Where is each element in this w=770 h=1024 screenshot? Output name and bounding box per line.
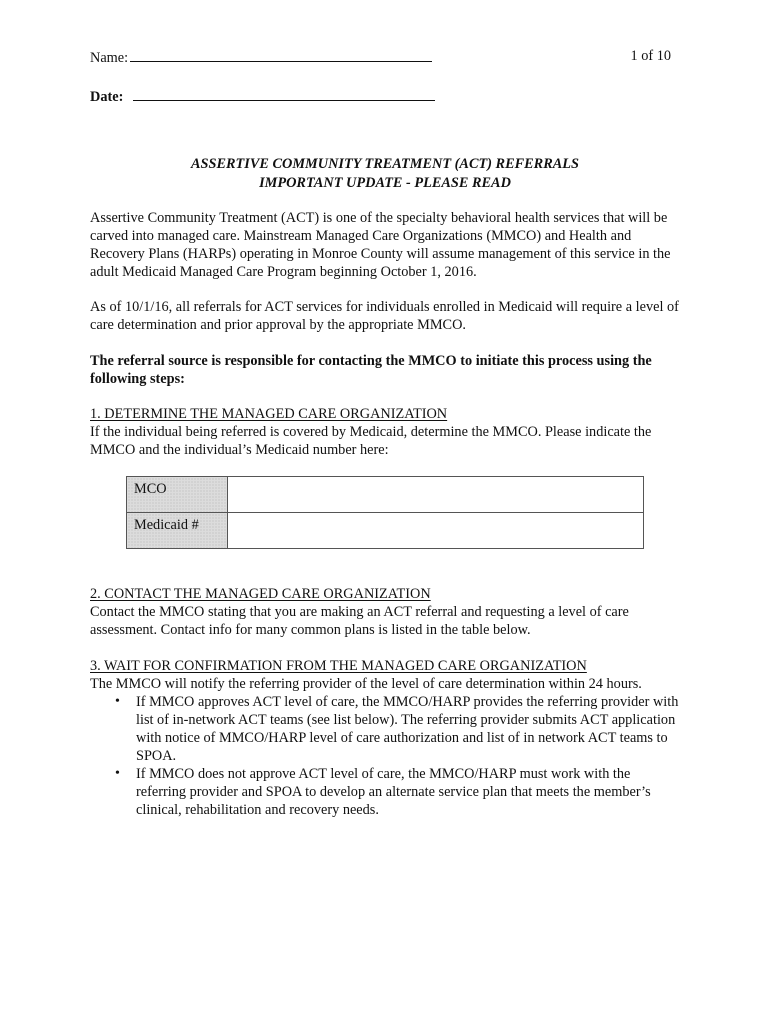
step-3-bullet-list (90, 693, 680, 819)
step-2-heading: 2. CONTACT THE MANAGED CARE ORGANIZATION (90, 586, 431, 602)
step-3-section (90, 657, 680, 819)
table-row (127, 513, 644, 549)
list-item: • If MMCO approves ACT level of care, the MMCO/HARP provides the referring provider with list of in-network ACT teams (see list below). The referring provider submits ACT application with notice of MMCO/HARP level of care authorization and list of in network ACT teams to SPOA. (136, 693, 680, 765)
list-item: • If MMCO does not approve ACT level of care, the MMCO/HARP must work with the referring provider and SPOA to develop an alternate service plan that meets the member’s clinical, rehabilitation and recovery needs. (136, 765, 680, 819)
step-2-body: Contact the MMCO stating that you are making an ACT referral and requesting a level of care assessment. Contact info for many common plans is listed in the table below. (90, 604, 629, 638)
requirement-paragraph: As of 10/1/16, all referrals for ACT services for individuals enrolled in Medicaid will require a level of care determination and prior approval by the appropriate MMCO. (90, 299, 679, 333)
mco-label-cell: MCO (127, 477, 228, 513)
name-input-line[interactable] (130, 47, 432, 62)
medicaid-label-cell: Medicaid # (127, 513, 228, 549)
mco-medicaid-table (126, 476, 644, 549)
medicaid-value-cell[interactable] (228, 513, 644, 549)
date-input-line[interactable] (133, 86, 435, 101)
step-1-body: If the individual being referred is covered by Medicaid, determine the MMCO. Please indicate the MMCO and the individual’s Medicaid number here: (90, 424, 652, 458)
step-1-section (90, 405, 680, 459)
date-field-row (90, 86, 435, 106)
step-2-section (90, 585, 680, 639)
document-title: ASSERTIVE COMMUNITY TREATMENT (ACT) REFERRALS (191, 156, 579, 172)
step-3-body: The MMCO will notify the referring provider of the level of care determination within 24 hours. (90, 676, 642, 692)
name-label: Name: (90, 50, 129, 66)
date-label: Date: (90, 89, 124, 105)
intro-paragraph: Assertive Community Treatment (ACT) is one of the specialty behavioral health services that will be carved into managed care. Mainstream Managed Care Organizations (MMCO) and Health and Recovery Plans (HARPs) operating in Monroe County will assume management of this service in the adult Medicaid Managed Care Program beginning October 1, 2016. (90, 210, 671, 280)
document-subtitle: IMPORTANT UPDATE - PLEASE READ (259, 175, 511, 191)
name-field-row (90, 47, 432, 67)
step-3-heading: 3. WAIT FOR CONFIRMATION FROM THE MANAGED CARE ORGANIZATION (90, 658, 587, 674)
table-row (127, 477, 644, 513)
responsibility-paragraph: The referral source is responsible for contacting the MMCO to initiate this process using the following steps: (90, 353, 652, 387)
mco-value-cell[interactable] (228, 477, 644, 513)
page-indicator: 1 of 10 (630, 48, 671, 64)
step-1-heading: 1. DETERMINE THE MANAGED CARE ORGANIZATION (90, 406, 448, 422)
